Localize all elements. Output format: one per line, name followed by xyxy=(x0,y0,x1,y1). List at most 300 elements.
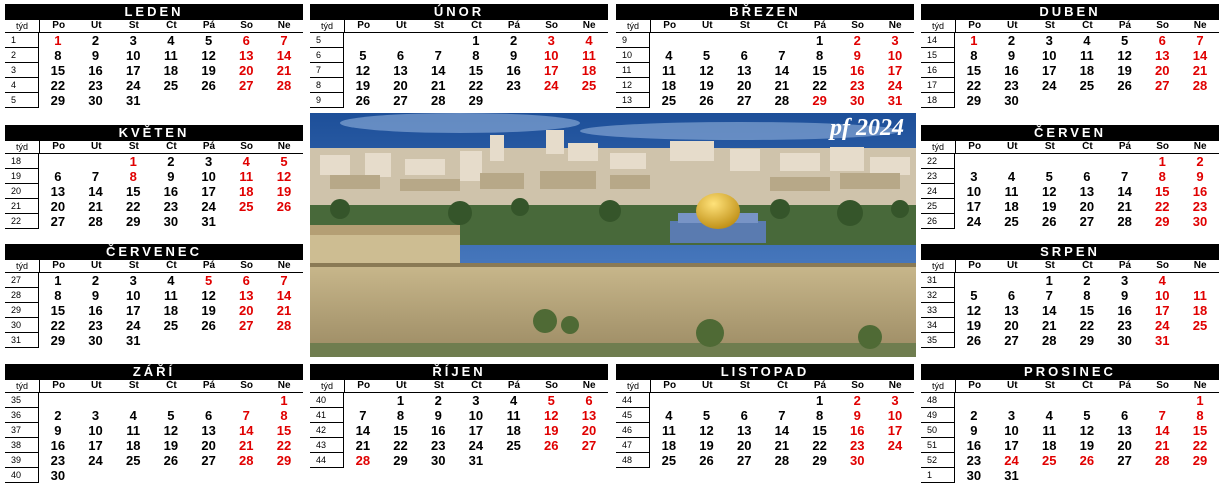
day-cell: 12 xyxy=(355,63,371,78)
day-cell: 6 xyxy=(396,48,405,63)
day-cell: 30 xyxy=(850,453,865,468)
weekday-label: St xyxy=(128,20,139,31)
day-cell xyxy=(344,393,382,408)
weekday-label: Po xyxy=(968,260,982,271)
month-title: DUBEN xyxy=(921,4,1219,20)
day-cell: 8 xyxy=(396,408,405,423)
day-cell: 6 xyxy=(1083,169,1091,184)
day-cell: 21 xyxy=(774,78,790,93)
day-cell: 28 xyxy=(276,318,292,333)
day-cell xyxy=(227,93,265,108)
day-cell: 2 xyxy=(1083,273,1091,288)
day-cell: 9 xyxy=(1120,288,1129,303)
day-cell: 30 xyxy=(88,93,103,108)
weekday-label: Pá xyxy=(1118,260,1132,271)
week-label: týd xyxy=(616,380,651,392)
weekday-label: Pá xyxy=(507,380,521,391)
day-cell: 11 xyxy=(126,423,141,438)
day-cell: 22 xyxy=(1079,318,1095,333)
day-cell xyxy=(227,393,265,408)
day-cell: 12 xyxy=(1117,48,1132,63)
day-cell: 13 xyxy=(736,63,752,78)
week-number: 18 xyxy=(5,154,39,169)
week-row xyxy=(616,423,914,438)
day-cell: 11 xyxy=(661,63,676,78)
day-cell xyxy=(77,154,115,169)
day-cell: 12 xyxy=(966,303,982,318)
month-title: ŘÍJEN xyxy=(310,364,608,380)
day-cell: 5 xyxy=(970,288,978,303)
day-cell: 23 xyxy=(850,78,865,93)
weekday-label: Ne xyxy=(1193,20,1207,31)
day-cell: 30 xyxy=(50,468,66,483)
jerusalem-panorama-photo xyxy=(310,113,916,357)
weekday-label: Ut xyxy=(701,20,713,31)
day-cell: 10 xyxy=(887,48,903,63)
day-cell: 1 xyxy=(815,393,824,408)
day-cell: 8 xyxy=(280,408,288,423)
week-number: 48 xyxy=(921,393,955,408)
day-cell: 23 xyxy=(506,78,521,93)
month-title: ČERVEN xyxy=(921,125,1219,141)
day-cell: 8 xyxy=(815,408,824,423)
day-cell: 20 xyxy=(736,78,752,93)
week-number: 39 xyxy=(5,453,39,468)
week-row xyxy=(921,423,1219,438)
weekday-label: Čt xyxy=(777,20,788,31)
day-cell: 15 xyxy=(966,63,982,78)
week-row xyxy=(5,318,303,333)
day-cell xyxy=(152,468,190,483)
day-cell: 1 xyxy=(815,33,824,48)
week-number: 35 xyxy=(5,393,39,408)
week-number: 45 xyxy=(616,408,650,423)
day-cell: 5 xyxy=(204,33,213,48)
day-cell xyxy=(993,154,1031,169)
week-number: 7 xyxy=(310,63,344,78)
day-cell: 9 xyxy=(509,48,518,63)
day-cell xyxy=(265,468,303,483)
day-cell: 4 xyxy=(1007,169,1016,184)
day-cell xyxy=(650,33,688,48)
weekday-label: Pá xyxy=(813,20,827,31)
day-cell: 13 xyxy=(736,423,752,438)
day-cell xyxy=(1143,393,1181,408)
week-number: 48 xyxy=(616,453,650,468)
weekday-label: Čt xyxy=(166,20,177,31)
day-cell: 25 xyxy=(506,438,521,453)
day-cell: 26 xyxy=(699,453,714,468)
day-cell: 29 xyxy=(812,453,827,468)
day-cell: 31 xyxy=(125,333,141,348)
day-cell: 13 xyxy=(1079,184,1095,199)
week-row xyxy=(921,438,1219,453)
day-cell: 23 xyxy=(88,318,103,333)
day-cell: 7 xyxy=(434,48,442,63)
day-cell xyxy=(190,93,228,108)
day-cell: 1 xyxy=(472,33,480,48)
weekday-label: Po xyxy=(968,380,982,391)
day-cell: 17 xyxy=(544,63,559,78)
day-cell xyxy=(570,453,608,468)
day-cell: 31 xyxy=(1155,333,1170,348)
day-cell: 23 xyxy=(850,438,865,453)
day-cell: 23 xyxy=(50,453,66,468)
week-number: 43 xyxy=(310,438,344,453)
day-cell: 28 xyxy=(774,453,790,468)
day-cell: 29 xyxy=(1192,453,1208,468)
weekday-label: Pá xyxy=(813,380,827,391)
day-cell: 17 xyxy=(1041,63,1057,78)
weekday-header xyxy=(5,380,303,393)
weekday-label: St xyxy=(1044,20,1055,31)
day-cell: 5 xyxy=(167,408,175,423)
weekday-label: So xyxy=(1156,141,1169,152)
weekday-label: Po xyxy=(663,380,677,391)
week-number: 20 xyxy=(5,184,39,199)
weekday-label: Čt xyxy=(1082,141,1093,152)
day-cell: 23 xyxy=(88,78,103,93)
day-cell: 16 xyxy=(966,438,982,453)
week-label: týd xyxy=(921,141,956,153)
day-cell: 20 xyxy=(1004,318,1019,333)
day-cell: 19 xyxy=(699,78,714,93)
day-cell: 15 xyxy=(468,63,484,78)
day-cell: 28 xyxy=(1041,333,1057,348)
day-cell: 29 xyxy=(125,214,141,229)
weekday-label: St xyxy=(128,260,139,271)
day-cell: 28 xyxy=(355,453,371,468)
day-cell: 7 xyxy=(91,169,100,184)
day-cell: 1 xyxy=(1196,393,1204,408)
day-cell: 31 xyxy=(887,93,903,108)
day-cell: 7 xyxy=(778,408,786,423)
day-cell xyxy=(1068,154,1106,169)
day-cell: 23 xyxy=(1117,318,1132,333)
week-label: týd xyxy=(921,260,956,272)
day-cell: 4 xyxy=(242,154,250,169)
day-cell: 17 xyxy=(468,423,484,438)
week-row xyxy=(5,438,303,453)
month-title: KVĚTEN xyxy=(5,125,303,141)
week-row xyxy=(921,408,1219,423)
week-number: 1 xyxy=(5,33,39,48)
week-row xyxy=(616,48,914,63)
day-cell xyxy=(152,393,190,408)
day-cell xyxy=(1106,468,1144,483)
month-2 xyxy=(616,4,914,116)
weekday-header xyxy=(310,20,608,33)
day-cell: 10 xyxy=(966,184,982,199)
day-cell: 28 xyxy=(239,453,254,468)
day-cell xyxy=(1106,154,1144,169)
day-cell: 23 xyxy=(430,438,446,453)
day-cell: 17 xyxy=(88,438,103,453)
day-cell: 25 xyxy=(661,93,677,108)
day-cell: 21 xyxy=(355,438,371,453)
day-cell: 19 xyxy=(1117,63,1132,78)
day-cell: 19 xyxy=(201,303,216,318)
day-cell: 2 xyxy=(54,408,62,423)
week-row xyxy=(5,423,303,438)
week-number: 23 xyxy=(921,169,955,184)
day-cell: 19 xyxy=(355,78,371,93)
week-row xyxy=(310,423,608,438)
week-row xyxy=(310,48,608,63)
day-cell: 8 xyxy=(54,48,62,63)
day-cell: 1 xyxy=(54,273,62,288)
day-cell: 18 xyxy=(1079,63,1095,78)
day-cell: 9 xyxy=(1007,48,1016,63)
day-cell: 27 xyxy=(201,453,216,468)
day-cell: 25 xyxy=(581,78,597,93)
weekday-label: Ne xyxy=(277,20,291,31)
day-cell: 17 xyxy=(201,184,216,199)
day-cell: 28 xyxy=(1155,453,1170,468)
day-cell: 13 xyxy=(1155,48,1170,63)
day-cell: 23 xyxy=(1192,199,1208,214)
day-cell: 15 xyxy=(1079,303,1095,318)
day-cell: 31 xyxy=(125,93,141,108)
day-cell: 7 xyxy=(242,408,250,423)
weekday-label: Pá xyxy=(202,20,216,31)
day-cell: 13 xyxy=(1004,303,1019,318)
week-number: 3 xyxy=(5,63,39,78)
weekday-label: So xyxy=(851,380,864,391)
day-cell: 6 xyxy=(740,48,748,63)
day-cell: 22 xyxy=(1192,438,1208,453)
day-cell: 14 xyxy=(276,48,292,63)
weekday-label: Ut xyxy=(701,380,713,391)
week-number: 18 xyxy=(921,93,955,108)
day-cell xyxy=(955,393,993,408)
day-cell xyxy=(419,33,457,48)
week-number: 9 xyxy=(616,33,650,48)
week-row xyxy=(616,438,914,453)
day-cell: 22 xyxy=(125,199,141,214)
weekday-header xyxy=(310,380,608,393)
day-cell: 24 xyxy=(966,214,982,229)
day-cell: 7 xyxy=(778,48,786,63)
day-cell: 18 xyxy=(1004,199,1019,214)
week-row xyxy=(921,154,1219,169)
day-cell xyxy=(688,393,726,408)
day-cell: 22 xyxy=(1155,199,1170,214)
week-number: 25 xyxy=(921,199,955,214)
day-cell: 9 xyxy=(970,423,978,438)
week-number: 11 xyxy=(616,63,650,78)
weekday-label: St xyxy=(433,20,444,31)
weekday-label: So xyxy=(240,141,253,152)
day-cell: 23 xyxy=(966,453,982,468)
day-cell: 7 xyxy=(359,408,367,423)
weekday-label: Ut xyxy=(90,260,102,271)
day-cell: 18 xyxy=(581,63,597,78)
day-cell xyxy=(152,93,190,108)
day-cell: 8 xyxy=(472,48,480,63)
week-row xyxy=(5,33,303,48)
day-cell: 5 xyxy=(359,48,367,63)
week-number: 44 xyxy=(616,393,650,408)
day-cell: 9 xyxy=(167,169,175,184)
week-row xyxy=(921,333,1219,348)
day-cell xyxy=(152,333,190,348)
day-cell: 2 xyxy=(853,393,861,408)
day-cell: 18 xyxy=(125,438,141,453)
day-cell xyxy=(382,33,420,48)
day-cell: 29 xyxy=(50,93,66,108)
day-cell: 24 xyxy=(201,199,216,214)
day-cell: 17 xyxy=(966,199,982,214)
weekday-header xyxy=(921,380,1219,393)
day-cell xyxy=(993,273,1031,288)
day-cell: 21 xyxy=(774,438,790,453)
week-row xyxy=(921,63,1219,78)
week-row xyxy=(921,318,1219,333)
day-cell: 11 xyxy=(164,288,178,303)
weekday-label: Ut xyxy=(395,20,407,31)
day-cell xyxy=(1068,93,1106,108)
day-cell: 2 xyxy=(434,393,442,408)
day-cell: 23 xyxy=(1004,78,1019,93)
weekday-label: Ut xyxy=(1006,380,1018,391)
weekday-label: Pá xyxy=(507,20,521,31)
day-cell: 18 xyxy=(661,78,677,93)
week-row xyxy=(921,273,1219,288)
day-cell: 5 xyxy=(204,273,213,288)
month-9 xyxy=(310,364,608,476)
day-cell: 8 xyxy=(970,48,978,63)
day-cell: 20 xyxy=(239,303,254,318)
day-cell: 15 xyxy=(812,423,827,438)
week-number: 36 xyxy=(5,408,39,423)
day-cell: 29 xyxy=(812,93,827,108)
day-cell: 2 xyxy=(509,33,518,48)
weekday-label: Po xyxy=(52,141,66,152)
week-number: 14 xyxy=(921,33,955,48)
week-number: 38 xyxy=(5,438,39,453)
week-row xyxy=(310,408,608,423)
day-cell: 18 xyxy=(239,184,254,199)
weekday-label: Po xyxy=(663,20,677,31)
week-row xyxy=(5,48,303,63)
day-cell: 26 xyxy=(699,93,714,108)
day-cell: 4 xyxy=(509,393,518,408)
weekday-label: So xyxy=(1156,260,1169,271)
weekday-label: Po xyxy=(357,380,371,391)
day-cell: 20 xyxy=(736,438,752,453)
weekday-label: Po xyxy=(52,20,66,31)
weekday-label: Pá xyxy=(202,260,216,271)
day-cell xyxy=(265,333,303,348)
week-number: 6 xyxy=(310,48,344,63)
day-cell: 17 xyxy=(125,303,141,318)
day-cell: 25 xyxy=(1004,214,1019,229)
week-row xyxy=(616,408,914,423)
day-cell: 3 xyxy=(1045,33,1053,48)
day-cell xyxy=(1143,93,1181,108)
day-cell: 21 xyxy=(430,78,446,93)
day-cell xyxy=(114,393,152,408)
weekday-header xyxy=(5,20,303,33)
day-cell: 16 xyxy=(88,63,103,78)
day-cell: 11 xyxy=(1004,184,1019,199)
day-cell xyxy=(1106,393,1144,408)
day-cell: 16 xyxy=(506,63,521,78)
weekday-header xyxy=(921,141,1219,154)
week-number: 10 xyxy=(616,48,650,63)
day-cell: 26 xyxy=(1117,78,1132,93)
week-number: 40 xyxy=(310,393,344,408)
day-cell: 2 xyxy=(167,154,175,169)
week-row xyxy=(616,78,914,93)
day-cell: 28 xyxy=(430,93,446,108)
day-cell: 7 xyxy=(280,273,288,288)
day-cell: 7 xyxy=(1196,33,1204,48)
day-cell: 23 xyxy=(163,199,179,214)
weekday-label: Ut xyxy=(90,20,102,31)
day-cell: 22 xyxy=(812,78,827,93)
day-cell: 20 xyxy=(50,199,66,214)
day-cell: 16 xyxy=(850,63,865,78)
day-cell: 24 xyxy=(544,78,559,93)
week-row xyxy=(310,93,608,108)
day-cell xyxy=(993,393,1031,408)
month-title: LEDEN xyxy=(5,4,303,20)
day-cell: 4 xyxy=(1045,408,1053,423)
day-cell: 10 xyxy=(201,169,216,184)
weekday-label: So xyxy=(545,20,558,31)
week-row xyxy=(310,78,608,93)
day-cell: 6 xyxy=(242,273,250,288)
day-cell: 6 xyxy=(585,393,593,408)
day-cell: 22 xyxy=(393,438,408,453)
day-cell: 26 xyxy=(163,453,179,468)
day-cell xyxy=(763,33,801,48)
day-cell: 20 xyxy=(393,78,408,93)
day-cell: 10 xyxy=(887,408,903,423)
week-number: 29 xyxy=(5,303,39,318)
panorama-image xyxy=(310,113,916,357)
day-cell xyxy=(650,393,688,408)
day-cell xyxy=(1181,468,1219,483)
day-cell: 10 xyxy=(468,408,484,423)
day-cell: 30 xyxy=(430,453,446,468)
day-cell: 2 xyxy=(1196,154,1204,169)
day-cell: 19 xyxy=(699,438,714,453)
weekday-label: Čt xyxy=(471,20,482,31)
week-row xyxy=(5,199,303,214)
day-cell xyxy=(570,93,608,108)
day-cell: 29 xyxy=(966,93,982,108)
day-cell: 4 xyxy=(585,33,593,48)
weekday-label: Pá xyxy=(202,141,216,152)
weekday-label: Ne xyxy=(888,380,902,391)
day-cell: 14 xyxy=(430,63,446,78)
weekday-label: Ne xyxy=(277,380,291,391)
day-cell: 3 xyxy=(472,393,480,408)
month-0 xyxy=(5,4,303,116)
week-row xyxy=(5,184,303,199)
day-cell: 3 xyxy=(891,33,899,48)
day-cell: 29 xyxy=(276,453,292,468)
day-cell: 26 xyxy=(201,318,216,333)
day-cell: 18 xyxy=(1041,438,1057,453)
week-number: 34 xyxy=(921,318,955,333)
weekday-label: So xyxy=(1156,20,1169,31)
week-number: 50 xyxy=(921,423,955,438)
day-cell: 22 xyxy=(50,318,66,333)
